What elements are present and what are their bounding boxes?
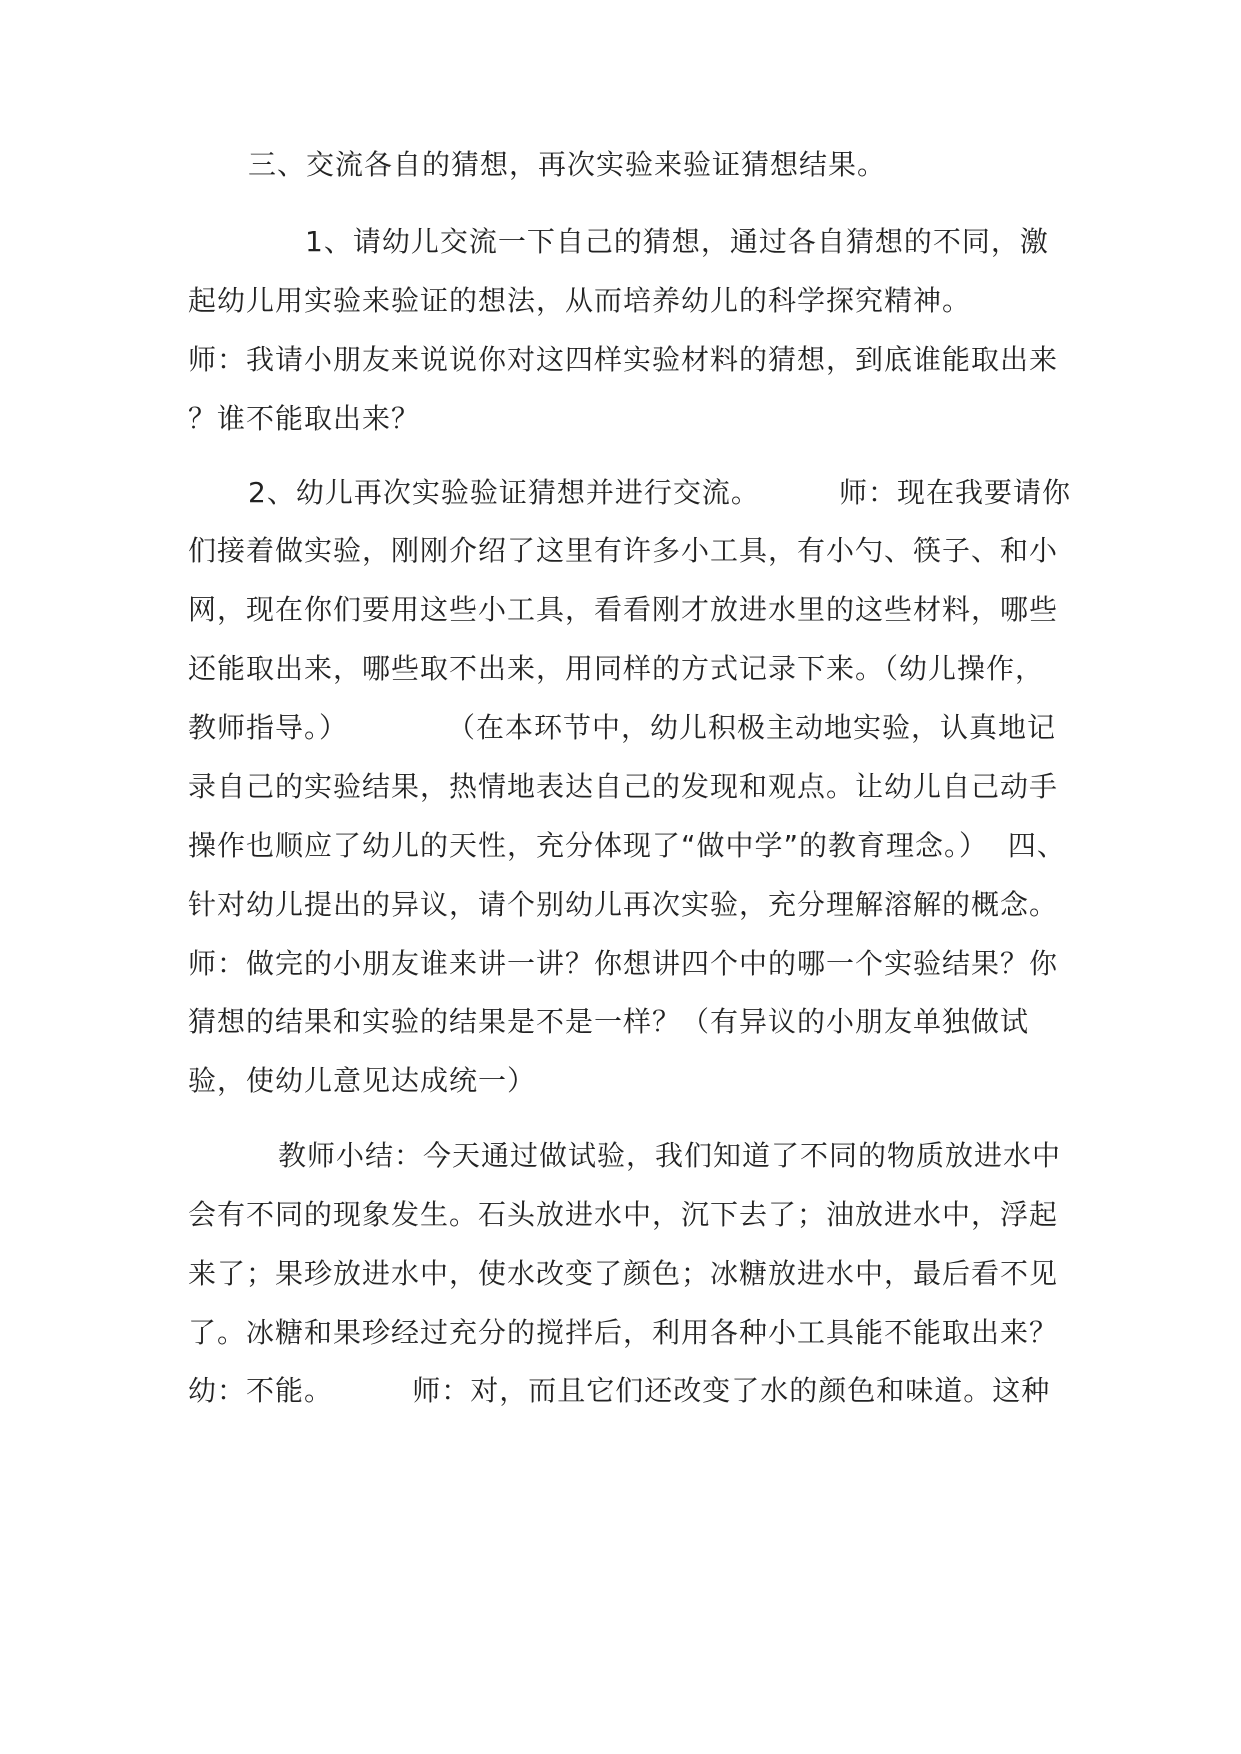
paragraph-line: 猜想的结果和实验的结果是不是一样？（有异议的小朋友单独做试 bbox=[188, 1005, 1030, 1038]
paragraph-line: 验，使幼儿意见达成统一） bbox=[188, 1064, 537, 1097]
paragraph-line: ？谁不能取出来？ bbox=[188, 402, 421, 435]
paragraph-line: 网，现在你们要用这些小工具，看看刚才放进水里的这些材料，哪些 bbox=[188, 593, 1059, 626]
paragraph-line: 操作也顺应了幼儿的天性，充分体现了“做中学”的教育理念。） 四、 bbox=[188, 829, 1066, 862]
paragraph-line: 师：做完的小朋友谁来讲一讲？你想讲四个中的哪一个实验结果？你 bbox=[188, 947, 1059, 980]
paragraph-line: 录自己的实验结果，热情地表达自己的发现和观点。让幼儿自己动手 bbox=[188, 770, 1059, 803]
paragraph-line: 1、请幼儿交流一下自己的猜想，通过各自猜想的不同，激 bbox=[305, 225, 1049, 258]
paragraph-line: 还能取出来，哪些取不出来，用同样的方式记录下来。（幼儿操作， bbox=[188, 652, 1045, 685]
paragraph-line: 了。冰糖和果珍经过充分的搅拌后，利用各种小工具能不能取出来？ bbox=[188, 1316, 1059, 1349]
paragraph-line: 2、幼儿再次实验验证猜想并进行交流。 师：现在我要请你 bbox=[248, 476, 1072, 509]
paragraph-line: 针对幼儿提出的异议，请个别幼儿再次实验，充分理解溶解的概念。 bbox=[188, 888, 1059, 921]
paragraph-line: 会有不同的现象发生。石头放进水中，沉下去了；油放进水中，浮起 bbox=[188, 1198, 1059, 1231]
paragraph-line: 师：我请小朋友来说说你对这四样实验材料的猜想，到底谁能取出来 bbox=[188, 343, 1059, 376]
paragraph-line: 来了；果珍放进水中，使水改变了颜色；冰糖放进水中，最后看不见 bbox=[188, 1257, 1059, 1290]
paragraph-line: 起幼儿用实验来验证的想法，从而培养幼儿的科学探究精神。 bbox=[188, 284, 972, 317]
section-heading: 三、交流各自的猜想，再次实验来验证猜想结果。 bbox=[248, 148, 887, 181]
paragraph-line: 们接着做实验，刚刚介绍了这里有许多小工具，有小勺、筷子、和小 bbox=[188, 534, 1059, 567]
paragraph-line: 教师小结：今天通过做试验，我们知道了不同的物质放进水中 bbox=[278, 1139, 1062, 1172]
paragraph-line: 教师指导。） （在本环节中，幼儿积极主动地实验，认真地记 bbox=[188, 711, 1057, 744]
paragraph-line: 幼：不能。 师：对，而且它们还改变了水的颜色和味道。这种 bbox=[188, 1374, 1051, 1407]
